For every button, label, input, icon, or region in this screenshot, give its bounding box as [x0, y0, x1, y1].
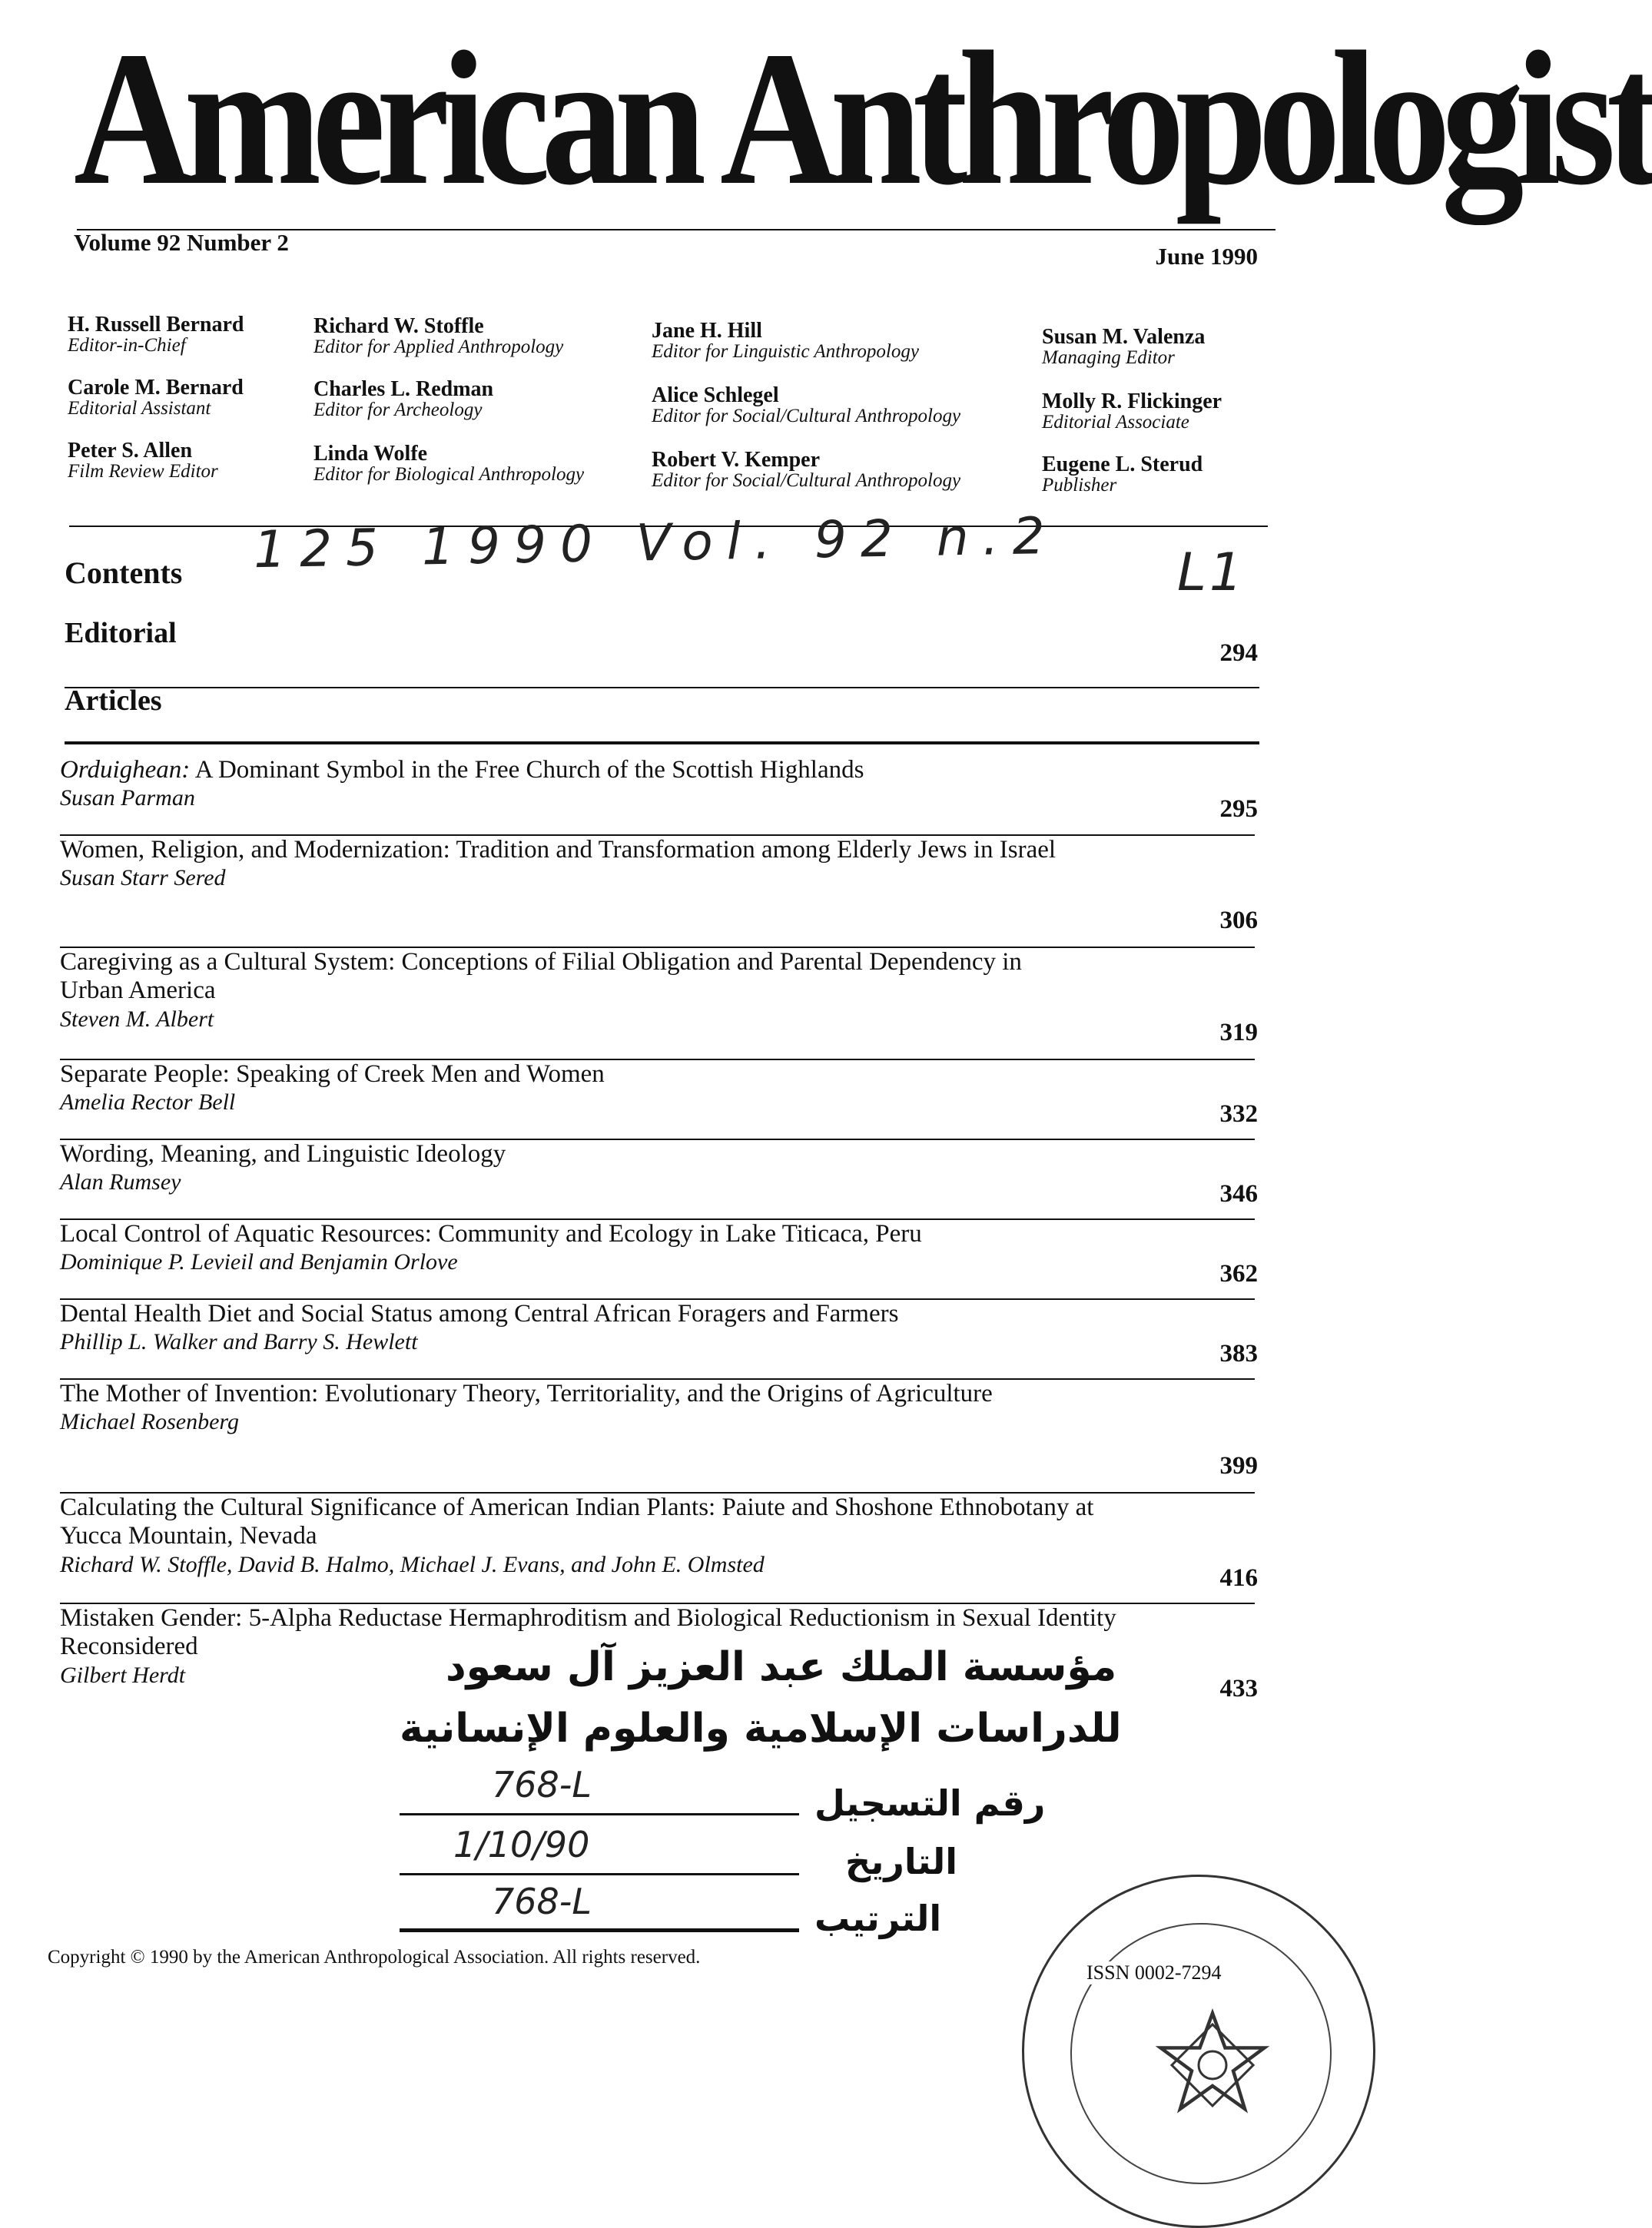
article-page: 416	[1219, 1564, 1258, 1592]
staff-role: Editor for Social/Cultural Anthropology	[652, 470, 961, 492]
article-authors: Alan Rumsey	[60, 1169, 181, 1195]
article-page: 383	[1219, 1340, 1258, 1368]
stamp-date-label: التاريخ	[845, 1841, 957, 1882]
article-entry[interactable]	[60, 1494, 1143, 1579]
article-title-italic: Orduighean:	[60, 756, 191, 784]
article-authors: Gilbert Herdt	[60, 1662, 186, 1688]
staff-entry	[313, 315, 563, 358]
article-page: 306	[1219, 907, 1258, 934]
staff-name: Charles L. Redman	[313, 377, 494, 401]
journal-masthead: American Anthropologist	[74, 12, 1652, 225]
stamp-rule	[400, 1813, 799, 1815]
article-page: 433	[1219, 1675, 1258, 1702]
editorial-page: 294	[1219, 639, 1258, 667]
article-entry[interactable]	[60, 948, 1059, 1033]
stamp-department: للدراسات الإسلامية والعلوم الإنسانية	[400, 1706, 1122, 1752]
staff-name: Susan M. Valenza	[1042, 325, 1206, 349]
staff-name: Alice Schlegel	[652, 383, 779, 407]
article-entry[interactable]	[60, 1060, 1136, 1116]
library-stamp	[384, 1629, 1122, 1951]
article-title: Wording, Meaning, and Linguistic Ideology	[60, 1140, 506, 1168]
article-authors: Richard W. Stoffle, David B. Halmo, Michael J. Evans, and John E. Olmsted	[60, 1551, 765, 1577]
stamp-rule	[400, 1873, 799, 1875]
issn-number: ISSN 0002-7294	[1083, 1961, 1225, 1984]
article-title: Separate People: Speaking of Creek Men and Women	[60, 1060, 605, 1088]
staff-name: Molly R. Flickinger	[1042, 390, 1222, 413]
library-seal	[1022, 1875, 1375, 2228]
handwritten-note: 125 1990 Vol. 92 n.2	[253, 506, 1060, 580]
issue-volume: Volume 92 Number 2	[74, 229, 289, 256]
article-authors: Dominique P. Levieil and Benjamin Orlove	[60, 1249, 458, 1275]
staff-name: Jane H. Hill	[652, 319, 762, 343]
staff-role: Editorial Associate	[1042, 412, 1189, 433]
article-entry[interactable]	[60, 756, 1136, 812]
article-page: 362	[1219, 1260, 1258, 1288]
article-title: The Mother of Invention: Evolutionary Theory, Territoriality, and the Origins of Agriculture	[60, 1380, 993, 1407]
staff-role: Editorial Assistant	[68, 398, 211, 419]
stamp-registration-label: رقم التسجيل	[814, 1782, 1046, 1824]
article-title: Calculating the Cultural Significance of American Indian Plants: Paiute and Shoshone Ethnobotany at Yucca Mountain, Nevada	[60, 1494, 1094, 1550]
article-page: 399	[1219, 1452, 1258, 1480]
staff-name: Eugene L. Sterud	[1042, 453, 1203, 476]
copyright-notice: Copyright © 1990 by the American Anthropological Association. All rights reserved.	[48, 1947, 701, 1968]
staff-name: H. Russell Bernard	[68, 313, 244, 337]
issue-date: June 1990	[1155, 243, 1258, 270]
staff-role: Editor for Biological Anthropology	[313, 464, 585, 486]
article-authors: Amelia Rector Bell	[60, 1089, 236, 1116]
staff-entry	[68, 376, 244, 419]
staff-role: Editor for Applied Anthropology	[313, 337, 564, 358]
article-title: Local Control of Aquatic Resources: Community and Ecology in Lake Titicaca, Peru	[60, 1220, 922, 1248]
staff-role: Editor-in-Chief	[68, 335, 186, 356]
article-entry[interactable]	[60, 836, 1105, 892]
staff-entry	[652, 384, 960, 427]
staff-entry	[1042, 453, 1203, 496]
article-authors: Susan Parman	[60, 785, 195, 811]
staff-entry	[313, 378, 493, 421]
staff-role: Editor for Linguistic Anthropology	[652, 341, 919, 363]
article-entry[interactable]	[60, 1140, 1136, 1196]
stamp-order-value: 768-L	[492, 1881, 592, 1922]
stamp-order-label: الترتيب	[814, 1898, 942, 1939]
article-title: Caregiving as a Cultural System: Conceptions of Filial Obligation and Parental Dependency in Urban America	[60, 948, 1022, 1005]
article-page: 332	[1219, 1100, 1258, 1128]
article-authors: Phillip L. Walker and Barry S. Hewlett	[60, 1329, 418, 1355]
staff-name: Peter S. Allen	[68, 439, 193, 463]
section-rule	[65, 741, 1259, 744]
staff-entry	[68, 439, 218, 482]
article-title: Dental Health Diet and Social Status among Central African Foragers and Farmers	[60, 1300, 899, 1328]
article-page: 346	[1219, 1180, 1258, 1208]
staff-entry	[68, 313, 244, 356]
staff-entry	[652, 320, 919, 363]
staff-name: Robert V. Kemper	[652, 448, 821, 472]
staff-name: Carole M. Bernard	[68, 376, 244, 400]
handwritten-code: L1	[1177, 542, 1246, 603]
article-page: 319	[1219, 1019, 1258, 1046]
article-entry[interactable]	[60, 1220, 1136, 1276]
staff-name: Linda Wolfe	[313, 442, 428, 466]
article-title: Women, Religion, and Modernization: Tradition and Transformation among Elderly Jews in Israel	[60, 836, 1057, 864]
article-authors: Michael Rosenberg	[60, 1409, 239, 1435]
articles-heading: Articles	[65, 685, 162, 717]
stamp-institution: مؤسسة الملك عبد العزيز آل سعود	[446, 1644, 1117, 1690]
article-title: Mistaken Gender: 5-Alpha Reductase Hermaphroditism and Biological Reductionism in Sexual Identity Reconsidered	[60, 1604, 1116, 1661]
article-entry[interactable]	[60, 1300, 1136, 1356]
staff-entry	[652, 449, 960, 492]
contents-heading: Contents	[65, 555, 183, 590]
staff-role: Editor for Archeology	[313, 400, 483, 421]
staff-role: Publisher	[1042, 475, 1117, 496]
article-title: A Dominant Symbol in the Free Church of the Scottish Highlands	[190, 756, 864, 784]
stamp-rule	[400, 1928, 799, 1932]
stamp-date-value: 1/10/90	[453, 1824, 590, 1865]
stamp-registration-value: 768-L	[492, 1764, 592, 1805]
article-entry[interactable]	[60, 1380, 1074, 1436]
staff-role: Managing Editor	[1042, 347, 1175, 369]
staff-role: Film Review Editor	[68, 461, 218, 482]
staff-entry	[1042, 390, 1222, 433]
section-rule	[65, 687, 1259, 688]
seal-star-icon	[1155, 2008, 1270, 2123]
staff-entry	[1042, 326, 1205, 369]
staff-role: Editor for Social/Cultural Anthropology	[652, 406, 961, 427]
staff-entry	[313, 443, 584, 486]
editorial-heading: Editorial	[65, 617, 177, 649]
article-authors: Steven M. Albert	[60, 1006, 214, 1032]
article-authors: Susan Starr Sered	[60, 865, 226, 891]
staff-name: Richard W. Stoffle	[313, 314, 484, 338]
article-page: 295	[1219, 795, 1258, 823]
